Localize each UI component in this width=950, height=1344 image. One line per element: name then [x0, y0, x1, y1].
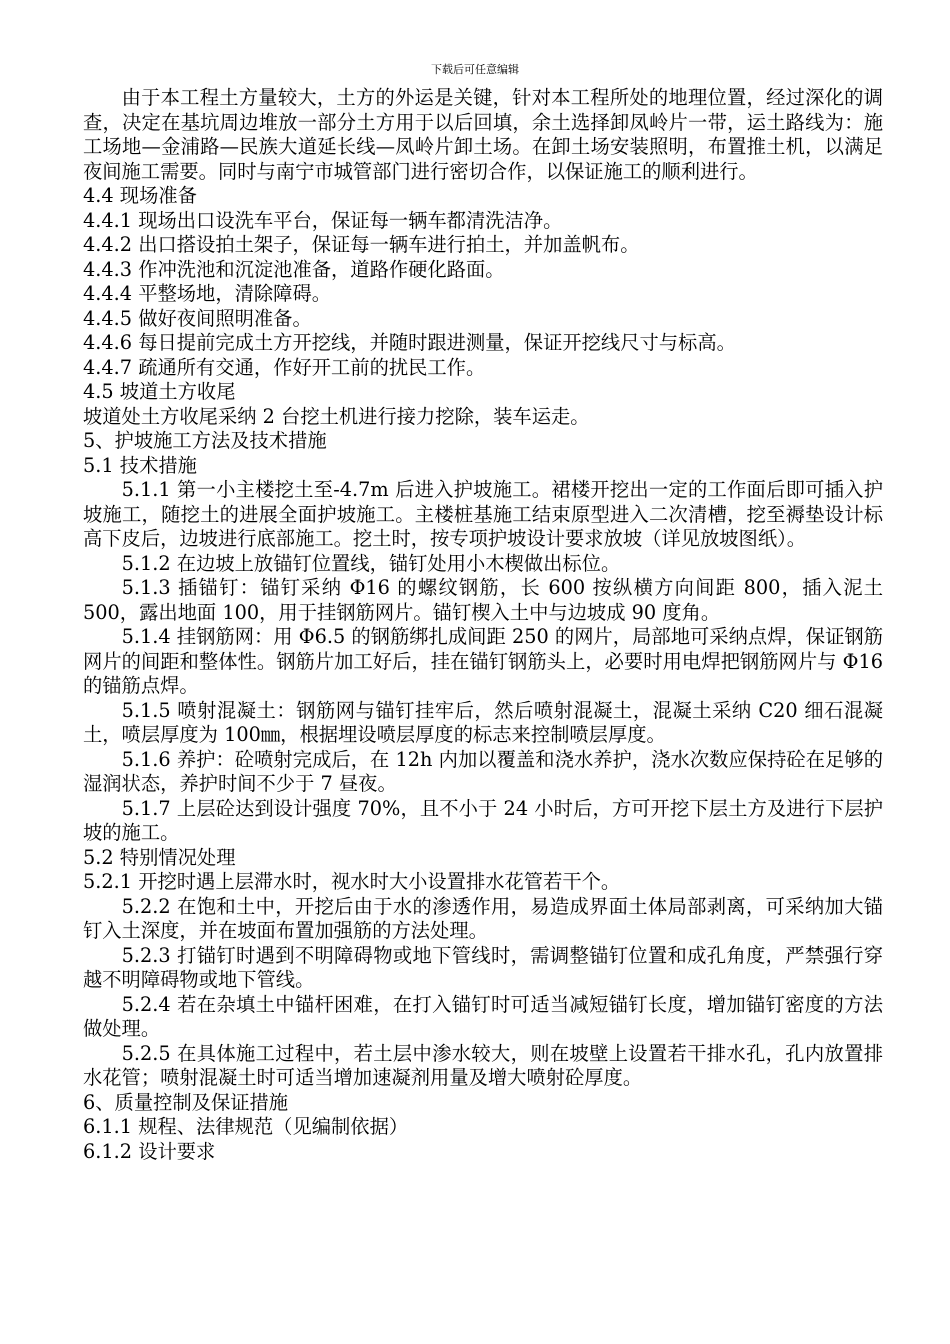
paragraph: 5.2.3 打锚钉时遇到不明障碍物或地下管线时，需调整锚钉位置和成孔角度，严禁强行穿越不明障碍物或地下管线。	[83, 943, 883, 991]
paragraph: 4.4 现场准备	[83, 184, 197, 207]
paragraph: 6.1.2 设计要求	[83, 1139, 216, 1163]
paragraph: 4.4.6 每日提前完成土方开挖线，并随时跟进测量，保证开挖线尺寸与标高。	[83, 331, 736, 354]
paragraph: 4.4.7 疏通所有交通，作好开工前的扰民工作。	[83, 355, 486, 379]
paragraph: 6.1.1 规程、法律规范（见编制依据）	[83, 1115, 409, 1138]
paragraph: 5.1.6 养护：砼喷射完成后，在 12h 内加以覆盖和浇水养护，浇水次数应保持砼在足够的湿润状态，养护时间不少于 7 昼夜。	[83, 747, 883, 795]
paragraph: 5.2.4 若在杂填土中锚杆困难，在打入锚钉时可适当减短锚钉长度，增加锚钉密度的方法做处理。	[83, 992, 883, 1040]
paragraph: 由于本工程土方量较大，土方的外运是关键，针对本工程所处的地理位置，经过深化的调查，决定在基坑周边堆放一部分土方用于以后回填，余土选择卸凤岭片一带，运土路线为：施工场地—金浦路—民族大道延长线—凤岭片卸土场。在卸土场安装照明，布置推土机，以满足夜间施工需要。同时与南宁市城管部门进行密切合作，以保证施工的顺利进行。	[83, 86, 883, 183]
paragraph: 4.4.2 出口搭设拍土架子，保证每一辆车进行拍土，并加盖帆布。	[83, 233, 640, 256]
paragraph: 5.2.2 在饱和土中，开挖后由于水的渗透作用，易造成界面土体局部剥离，可采纳加大锚钉入土深度，并在坡面布置加强筋的方法处理。	[83, 894, 883, 942]
paragraph: 5.2 特别情况处理	[83, 845, 236, 869]
paragraph: 4.4.3 作冲洗池和沉淀池准备，道路作硬化路面。	[83, 257, 505, 281]
paragraph: 坡道处土方收尾采纳 2 台挖土机进行接力挖除，装车运走。	[83, 404, 590, 428]
paragraph: 5.2.1 开挖时遇上层滞水时，视水时大小设置排水花管若干个。	[83, 870, 621, 893]
paragraph: 4.4.4 平整场地，清除障碍。	[83, 282, 332, 305]
paragraph: 6、质量控制及保证措施	[83, 1090, 289, 1114]
page-header-note: 下载后可任意编辑	[431, 63, 519, 76]
paragraph: 4.4.1 现场出口设洗车平台，保证每一辆车都清洗洁净。	[83, 208, 563, 232]
paragraph: 5.1 技术措施	[83, 453, 197, 477]
paragraph: 5.1.7 上层砼达到设计强度 70%，且不小于 24 小时后，方可开挖下层土方及进行下层护坡的施工。	[83, 796, 883, 844]
paragraph: 5.1.3 插锚钉：锚钉采纳 Φ16 的螺纹钢筋，长 600 按纵横方向间距 800，插入泥土 500，露出地面 100，用于挂钢筋网片。锚钉楔入土中与边坡成 90 度角。	[83, 576, 883, 624]
paragraph: 5.1.2 在边坡上放锚钉位置线，锚钉处用小木楔做出标位。	[121, 551, 621, 575]
paragraph: 4.4.5 做好夜间照明准备。	[83, 306, 312, 330]
paragraph: 5.1.4 挂钢筋网：用 Φ6.5 的钢筋绑扎成间距 250 的网片，局部地可采纳点焊，保证钢筋网片的间距和整体性。钢筋片加工好后，挂在锚钉钢筋头上，必要时用电焊把钢筋网片与 Φ16 的锚筋点焊。	[83, 625, 883, 697]
document-body	[83, 86, 883, 1164]
paragraph: 5、护坡施工方法及技术措施	[83, 429, 327, 452]
paragraph: 4.5 坡道土方收尾	[83, 380, 236, 403]
paragraph: 5.2.5 在具体施工过程中，若土层中渗水较大，则在坡壁上设置若干排水孔，孔内放置排水花管；喷射混凝土时可适当增加速凝剂用量及增大喷射砼厚度。	[83, 1041, 883, 1089]
paragraph: 5.1.1 第一小主楼挖土至-4.7m 后进入护坡施工。裙楼开挖出一定的工作面后即可插入护坡施工，随挖土的进展全面护坡施工。主楼桩基施工结束原型进入二次清槽，挖至褥垫设计标高下皮后，边坡进行底部施工。挖土时，按专项护坡设计要求放坡（详见放坡图纸）。	[83, 478, 883, 550]
paragraph: 5.1.5 喷射混凝土：钢筋网与锚钉挂牢后，然后喷射混凝土，混凝土采纳 C20 细石混凝土，喷层厚度为 100㎜，根据埋设喷层厚度的标志来控制喷层厚度。	[83, 698, 883, 746]
